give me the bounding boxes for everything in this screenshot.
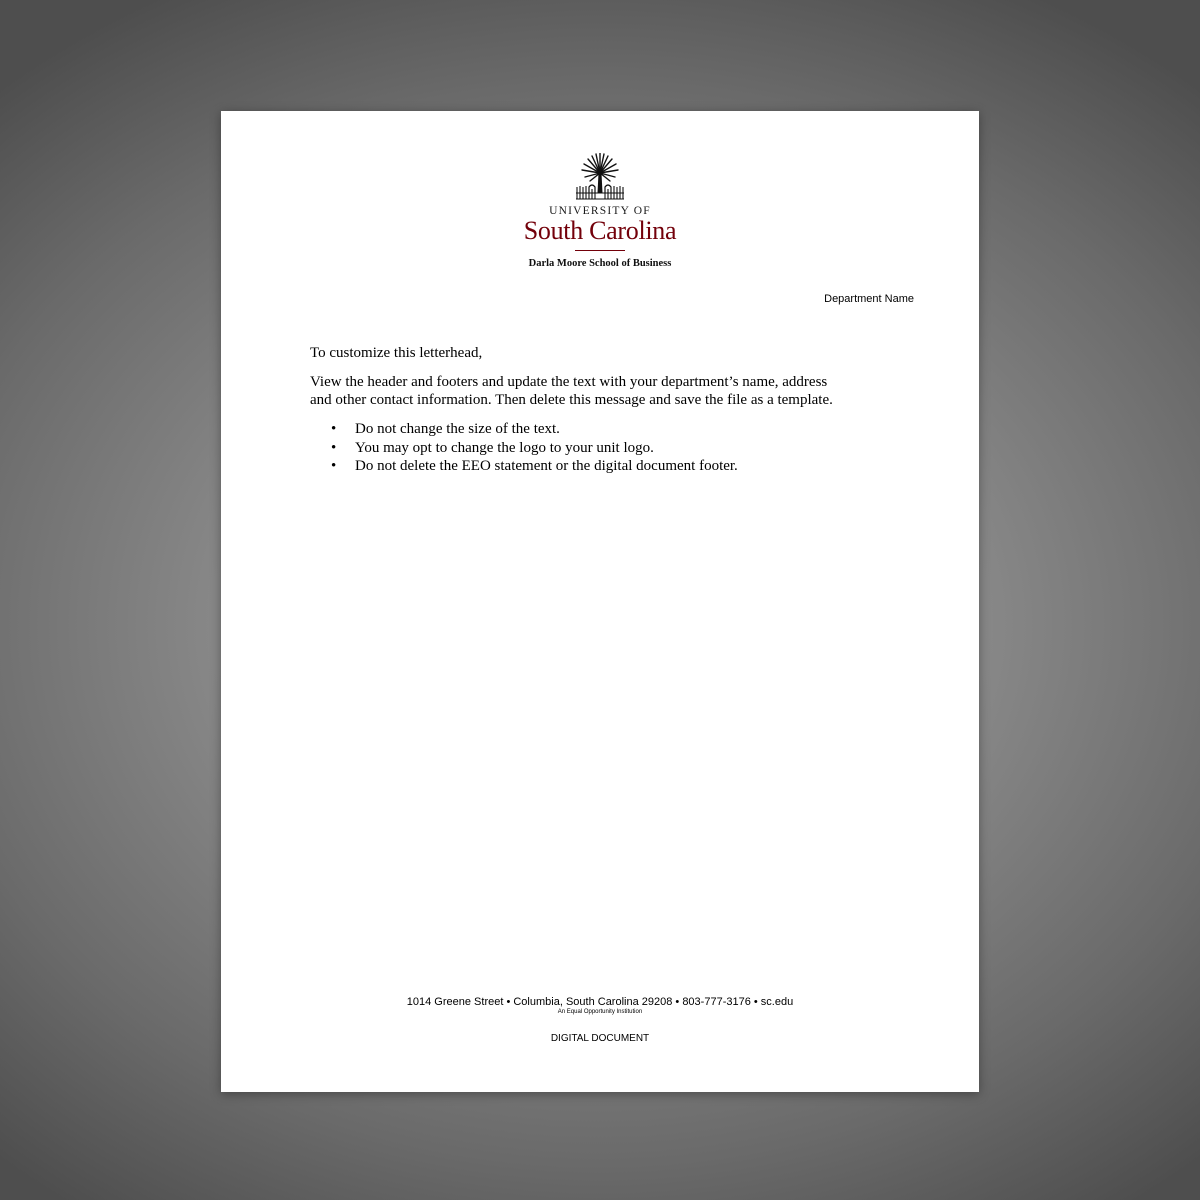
logo-south-carolina: South Carolina <box>523 216 677 245</box>
bullet: • <box>331 439 337 456</box>
footer-eeo-statement: An Equal Opportunity Institution <box>557 1009 643 1015</box>
university-logo <box>221 153 979 269</box>
instruction-list <box>310 420 900 476</box>
list-item-text: Do not delete the EEO statement or the digital document footer. <box>355 458 738 474</box>
footer-digital-document: DIGITAL DOCUMENT <box>550 1033 650 1044</box>
list-item-text: Do not change the size of the text. <box>355 421 560 437</box>
footer-address: 1014 Greene Street • Columbia, South Carolina 29208 • 803-777-3176 • sc.edu <box>406 996 794 1008</box>
letter-body <box>310 344 900 476</box>
letterhead-page <box>221 111 979 1092</box>
greeting: To customize this letterhead, <box>310 345 483 361</box>
logo-divider <box>575 250 625 251</box>
list-item <box>331 457 900 476</box>
bullet: • <box>331 458 337 474</box>
list-item <box>331 420 900 439</box>
instruction-line-1: View the header and footers and update the text with your department’s name, address <box>310 374 828 390</box>
list-item <box>331 439 900 458</box>
instruction-line-2: and other contact information. Then delete this message and save the file as a template. <box>310 392 833 408</box>
list-item-text: You may opt to change the logo to your unit logo. <box>355 439 654 456</box>
department-name: Department Name <box>824 293 914 305</box>
palmetto-tree-icon <box>575 153 625 201</box>
instruction-paragraph <box>310 373 900 409</box>
logo-university-of: UNIVERSITY OF <box>549 205 651 217</box>
bullet: • <box>331 421 337 437</box>
logo-school-name: Darla Moore School of Business <box>528 258 672 269</box>
